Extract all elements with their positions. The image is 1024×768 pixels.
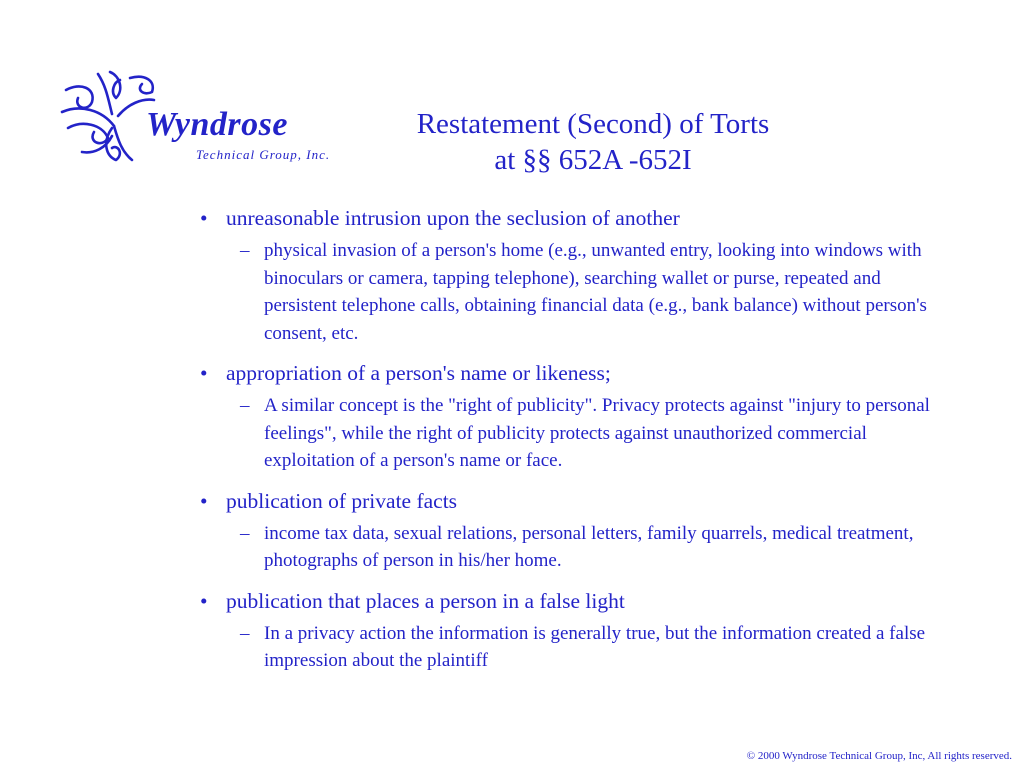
bullet-list [200,203,960,675]
bullet-item [200,203,960,233]
sub-bullet-item [240,392,960,475]
sub-bullet-marker: – [240,240,250,261]
bullet-marker: • [200,488,208,513]
copyright-footer: © 2000 Wyndrose Technical Group, Inc, All rights reserved. [746,750,1012,762]
sub-bullet-text: physical invasion of a person's home (e.g., unwanted entry, looking into windows with binoculars or camera, tapping telephone), searching wallet or purse, repeated and persistent telephone calls, obtaining financial data (e.g., bank balance) without person's consent, etc. [264,240,927,344]
bullet-text: publication that places a person in a false light [226,588,625,613]
bullet-marker: • [200,361,208,385]
sub-bullet-item [240,620,960,675]
bullet-text: appropriation of a person's name or likeness; [226,361,611,385]
bullet-text: unreasonable intrusion upon the seclusion of another [226,206,680,230]
sub-bullet-item [240,237,960,347]
sub-bullet-text: A similar concept is the "right of publicity". Privacy protects against "injury to personal feelings", while the right of publicity protects against unauthorized commercial exploitation of a person's name or face. [264,395,930,471]
slide-title [360,106,826,178]
sub-bullet-marker: – [240,395,250,416]
bullet-item [200,358,960,388]
sub-bullet-text: income tax data, sexual relations, personal letters, family quarrels, medical treatment, photographs of person in his/her home. [264,522,914,571]
slide-title-line-2: at §§ 652A -652I [494,144,692,176]
bullet-marker: • [200,206,208,230]
bullet-text: publication of private facts [226,488,458,513]
slide-title-line-1: Restatement (Second) of Torts [416,108,770,140]
sub-bullet-item [240,520,960,575]
sub-bullet-marker: – [240,522,250,544]
company-logo [58,68,338,168]
bullet-item [200,486,960,516]
bullet-marker: • [200,588,208,613]
logo-subtitle: Technical Group, Inc. [196,147,331,162]
sub-bullet-marker: – [240,622,250,644]
sub-bullet-text: In a privacy action the information is generally true, but the information created a false impression about the plaintiff [264,622,926,671]
bullet-item [200,586,960,616]
logo-name: Wyndrose [146,106,288,143]
